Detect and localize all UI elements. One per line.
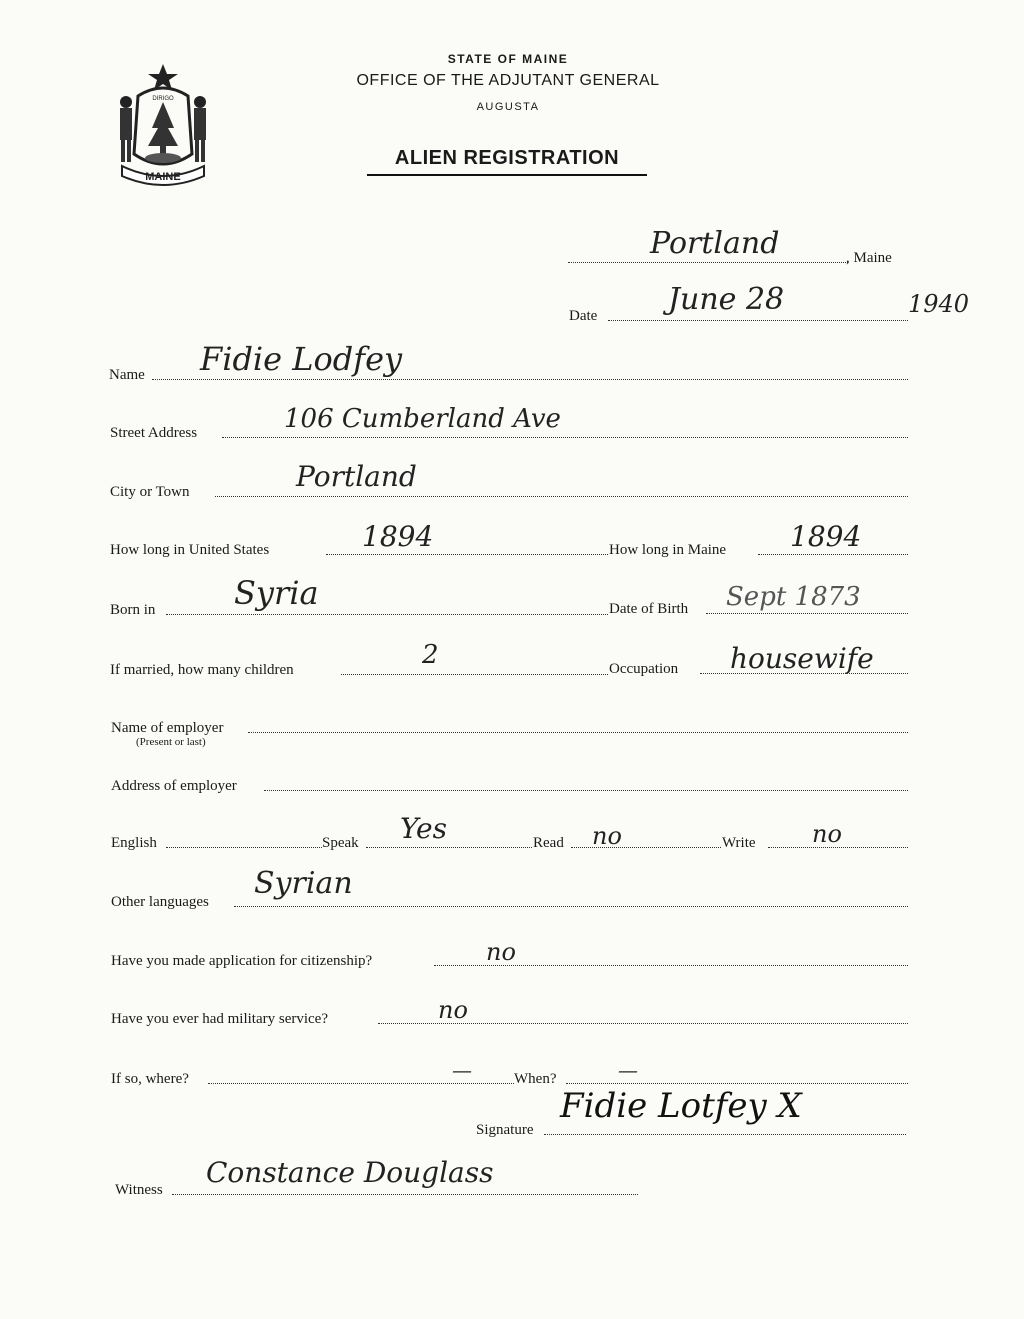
place-suffix: , Maine: [846, 250, 892, 266]
dob-label: Date of Birth: [609, 601, 689, 617]
occupation-value: housewife: [730, 642, 874, 675]
other-lang-line: [234, 906, 908, 907]
name-line: [152, 379, 908, 380]
military-label: Have you ever had military service?: [111, 1011, 328, 1027]
header-state: STATE OF MAINE: [447, 52, 569, 66]
military-value: no: [438, 996, 468, 1024]
name-label: Name: [109, 367, 145, 383]
signature-label: Signature: [476, 1122, 534, 1138]
street-line: [222, 437, 908, 438]
when-line: [566, 1083, 908, 1084]
speak-line: [366, 847, 532, 848]
city-label: City or Town: [110, 484, 190, 500]
maine-value: 1894: [790, 520, 862, 553]
signature-value: Fidie Lotfey X: [560, 1086, 802, 1126]
city-value: Portland: [296, 460, 417, 493]
children-label: If married, how many children: [110, 662, 294, 678]
witness-value: Constance Douglass: [206, 1156, 494, 1189]
employer-line: [248, 732, 908, 733]
employer-address-line: [264, 790, 908, 791]
other-lang-value: Syrian: [254, 866, 353, 901]
date-value: June 28: [668, 282, 785, 317]
svg-text:DIRIGO: DIRIGO: [152, 96, 174, 102]
employer-address-label: Address of employer: [111, 778, 237, 794]
date-line: [608, 320, 908, 321]
dob-line: [706, 613, 908, 614]
where-value: —: [452, 1058, 472, 1082]
speak-label: Speak: [322, 835, 359, 851]
when-label: When?: [514, 1071, 557, 1087]
city-line: [215, 496, 908, 497]
english-line: [166, 847, 322, 848]
maine-line: [758, 554, 908, 555]
where-label: If so, where?: [111, 1071, 189, 1087]
dob-value: Sept 1873: [726, 582, 861, 612]
when-value: —: [618, 1058, 638, 1082]
children-value: 2: [422, 640, 439, 670]
header-city: AUGUSTA: [476, 101, 540, 113]
signature-line: [544, 1134, 906, 1135]
form-title: ALIEN REGISTRATION: [367, 147, 647, 176]
children-line: [341, 674, 608, 675]
us-label: How long in United States: [110, 542, 270, 558]
born-line: [166, 614, 608, 615]
citizenship-label: Have you made application for citizenship?: [111, 953, 373, 969]
street-value: 106 Cumberland Ave: [284, 404, 561, 434]
street-label: Street Address: [110, 425, 198, 441]
place-line: [568, 262, 848, 263]
read-value: no: [592, 822, 622, 850]
english-label: English: [111, 835, 157, 851]
write-label: Write: [722, 835, 756, 851]
employer-label: Name of employer: [111, 720, 224, 736]
employer-sub: (Present or last): [136, 736, 206, 748]
other-lang-label: Other languages: [111, 894, 209, 910]
name-value: Fidie Lodfey: [200, 340, 403, 378]
place-value: Portland: [650, 226, 780, 261]
date-year: 1940: [908, 290, 970, 318]
born-label: Born in: [110, 602, 156, 618]
born-value: Syria: [234, 574, 319, 612]
header-office: OFFICE OF THE ADJUTANT GENERAL: [356, 72, 660, 89]
us-line: [326, 554, 608, 555]
witness-label: Witness: [115, 1182, 163, 1198]
read-label: Read: [533, 835, 564, 851]
witness-line: [172, 1194, 638, 1195]
occupation-label: Occupation: [609, 661, 679, 677]
write-value: no: [812, 820, 842, 848]
citizenship-value: no: [486, 938, 516, 966]
speak-value: Yes: [400, 812, 447, 845]
date-label: Date: [569, 308, 598, 324]
where-line: [208, 1083, 514, 1084]
maine-label: How long in Maine: [609, 542, 727, 558]
us-value: 1894: [362, 520, 434, 553]
svg-text:MAINE: MAINE: [145, 171, 181, 183]
